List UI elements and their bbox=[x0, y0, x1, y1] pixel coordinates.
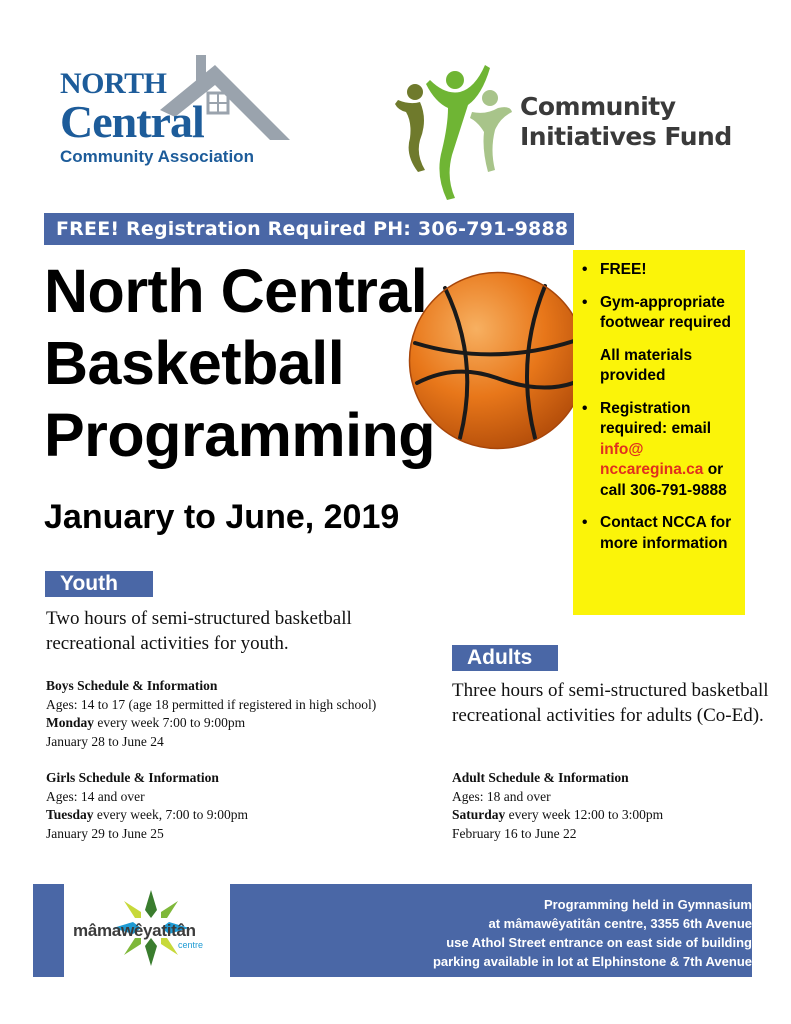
community-figures-icon bbox=[390, 60, 515, 200]
girls-schedule bbox=[46, 769, 446, 843]
adults-description: Three hours of semi-structured basketball recreational activities for adults (Co-Ed). bbox=[452, 680, 769, 726]
boys-time-row bbox=[46, 714, 446, 733]
youth-description: Two hours of semi-structured basketball recreational activities for youth. bbox=[46, 608, 352, 654]
title-line-3: Programming bbox=[44, 401, 436, 469]
footer-line-2: at mâmawêyatitân centre, 3355 6th Avenue bbox=[488, 916, 752, 931]
adult-schedule bbox=[452, 769, 772, 843]
title-line-2: Basketball bbox=[44, 329, 345, 397]
adult-schedule-heading: Adult Schedule & Information bbox=[452, 770, 629, 785]
info-item-registration bbox=[579, 399, 739, 502]
ncca-logo bbox=[55, 55, 295, 170]
youth-section-tag: Youth bbox=[45, 571, 153, 597]
footer-line-1: Programming held in Gymnasium bbox=[543, 897, 752, 912]
girls-time: every week, 7:00 to 9:00pm bbox=[93, 807, 248, 822]
adult-ages: Ages: 18 and over bbox=[452, 788, 551, 804]
bullet: • bbox=[582, 514, 588, 531]
footer-location-info bbox=[252, 895, 752, 971]
info-text: Gym-appropriate footwear required bbox=[600, 293, 731, 331]
basketball-icon bbox=[405, 268, 590, 453]
info-item-footwear bbox=[579, 293, 739, 334]
info-sidebar bbox=[573, 250, 745, 615]
boys-schedule-heading: Boys Schedule & Information bbox=[46, 678, 218, 693]
registration-banner: FREE! Registration Required PH: 306-791-9888 bbox=[44, 213, 574, 245]
info-text: or call 306-791-9888 bbox=[600, 461, 727, 499]
girls-dates: January 29 to June 25 bbox=[46, 825, 164, 841]
cif-logo-line2: Initiatives Fund bbox=[520, 122, 732, 151]
info-text: All materials provided bbox=[600, 346, 693, 384]
boys-ages: Ages: 14 to 17 (age 18 permitted if registered in high school) bbox=[46, 696, 377, 712]
info-item-contact bbox=[579, 513, 739, 554]
page-title bbox=[44, 255, 435, 471]
info-text: Registration required: email bbox=[600, 399, 712, 437]
footer-line-3: use Athol Street entrance on east side of building bbox=[446, 935, 752, 950]
footer-bar-left bbox=[33, 884, 64, 977]
email-link[interactable]: info@ nccaregina.ca bbox=[600, 440, 704, 478]
girls-schedule-heading: Girls Schedule & Information bbox=[46, 770, 219, 785]
info-text: FREE! bbox=[600, 261, 647, 278]
bullet: • bbox=[582, 261, 588, 278]
info-text: Contact NCCA for more information bbox=[600, 514, 732, 552]
girls-day: Tuesday bbox=[46, 807, 94, 822]
adult-day: Saturday bbox=[452, 807, 506, 822]
boys-time: every week 7:00 to 9:00pm bbox=[94, 715, 246, 730]
info-item-materials bbox=[579, 346, 739, 387]
ncca-logo-north: NORTH bbox=[60, 67, 167, 100]
girls-ages: Ages: 14 and over bbox=[46, 788, 145, 804]
ncca-logo-community-association: Community Association bbox=[60, 147, 254, 166]
adult-time: every week 12:00 to 3:00pm bbox=[505, 807, 664, 822]
date-range: January to June, 2019 bbox=[44, 498, 400, 536]
title-line-1: North Central bbox=[44, 257, 428, 325]
adults-section-tag: Adults bbox=[452, 645, 558, 671]
footer-line-4: parking available in lot at Elphinstone & 7th Avenue bbox=[432, 954, 752, 969]
boys-dates: January 28 to June 24 bbox=[46, 733, 164, 749]
cif-logo-line1: Community bbox=[520, 92, 676, 121]
adult-time-row bbox=[452, 806, 772, 825]
ncca-logo-central: Central bbox=[60, 96, 204, 147]
mamaweyatitan-name: mâmawêyatitân bbox=[73, 921, 196, 940]
bullet: • bbox=[582, 293, 588, 311]
mamaweyatitan-centre: centre bbox=[178, 940, 204, 950]
bullet: • bbox=[582, 399, 588, 417]
adult-dates: February 16 to June 22 bbox=[452, 825, 577, 841]
boys-schedule bbox=[46, 677, 446, 751]
girls-time-row bbox=[46, 806, 446, 825]
info-item-free bbox=[579, 260, 739, 281]
boys-day: Monday bbox=[46, 715, 95, 730]
cif-logo-text bbox=[520, 92, 732, 152]
mamaweyatitan-logo bbox=[73, 888, 223, 978]
